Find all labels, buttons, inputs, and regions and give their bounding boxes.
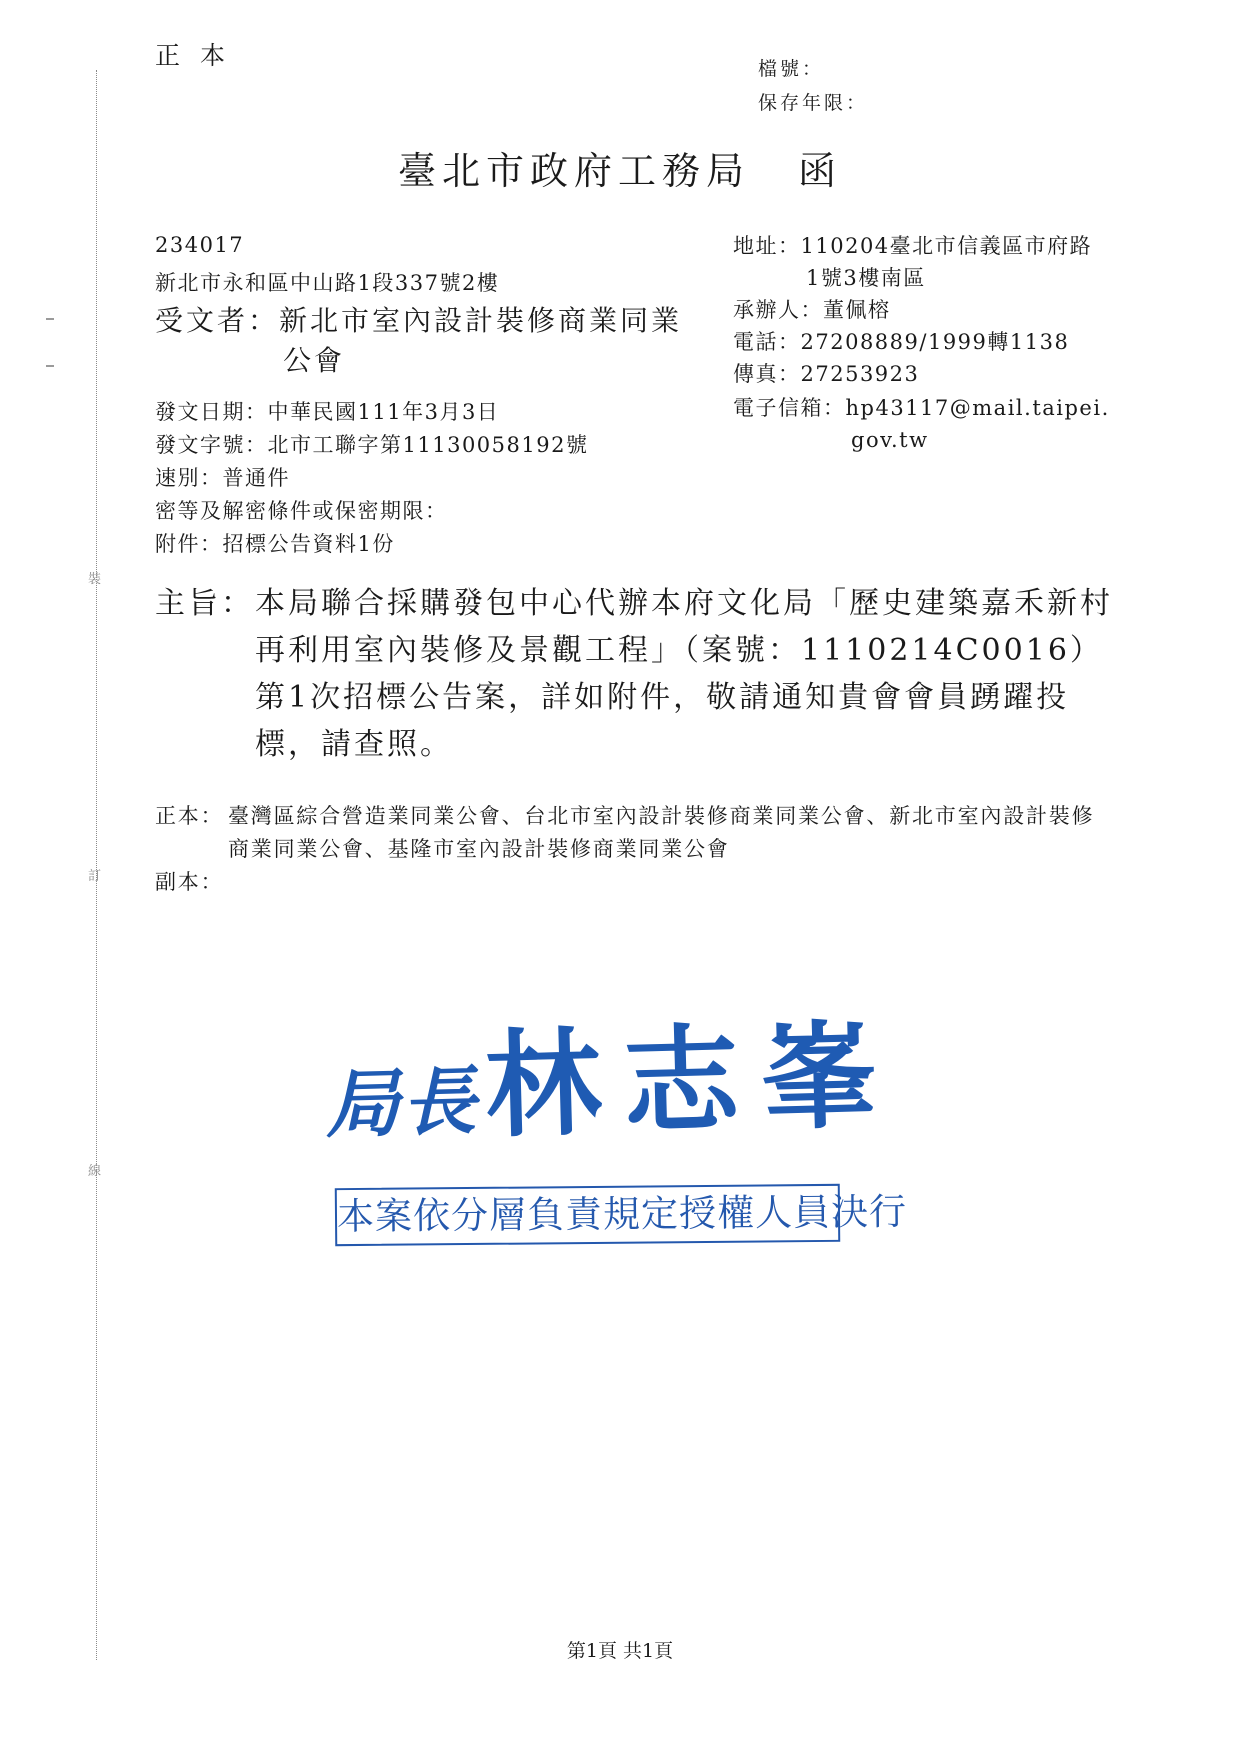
document-number: 發文字號：北市工聯字第11130058192號 bbox=[155, 433, 589, 457]
page-footer: 第1頁 共1頁 bbox=[566, 1640, 674, 1662]
email-line2: gov.tw bbox=[851, 428, 929, 452]
distribution-cc-label: 副本： bbox=[155, 870, 224, 894]
fax: 傳真：27253923 bbox=[733, 362, 920, 386]
email bbox=[733, 392, 1133, 456]
director-signature-seal bbox=[323, 983, 901, 1165]
subject bbox=[155, 580, 1115, 768]
retention-period-label: 保存年限： bbox=[758, 92, 869, 114]
subject-label: 主旨： bbox=[155, 586, 254, 621]
recipient bbox=[155, 301, 715, 381]
distribution-main bbox=[155, 800, 1115, 866]
priority: 速別：普通件 bbox=[155, 466, 290, 490]
seal-name: 林志峯 bbox=[483, 1007, 901, 1155]
copy-label: 正本 bbox=[155, 41, 246, 70]
document-type: 函 bbox=[798, 149, 843, 193]
binding-mark-ding: 訂 bbox=[88, 869, 102, 884]
handler: 承辦人：董佩榕 bbox=[733, 298, 891, 322]
recipient-postal-code: 234017 bbox=[155, 233, 245, 257]
recipient-name-line1: 新北市室內設計裝修商業同業 bbox=[279, 304, 683, 337]
binding-mark-xian: 線 bbox=[88, 1164, 102, 1179]
distribution-main-list: 臺灣區綜合營造業同業公會、台北市室內設計裝修商業同業公會、新北市室內設計裝修商業同業公會、基隆市室內設計裝修商業同業公會 bbox=[228, 804, 1095, 861]
issue-date: 發文日期：中華民國111年3月3日 bbox=[155, 400, 500, 424]
sender-address bbox=[733, 230, 1133, 294]
edge-mark bbox=[46, 365, 54, 367]
agency-name: 臺北市政府工務局 bbox=[397, 149, 750, 193]
sender-address-line2: 1號3樓南區 bbox=[806, 266, 926, 290]
recipient-label: 受文者： bbox=[155, 304, 280, 337]
recipient-address: 新北市永和區中山路1段337號2樓 bbox=[155, 271, 500, 295]
edge-mark bbox=[46, 318, 54, 320]
seal-title: 局長 bbox=[324, 1058, 479, 1149]
document-title bbox=[0, 140, 1240, 195]
authorization-stamp: 本案依分層負責規定授權人員決行 bbox=[335, 1184, 840, 1246]
phone: 電話：27208889/1999轉1138 bbox=[733, 330, 1070, 354]
binding-mark-zhuang: 裝 bbox=[88, 572, 102, 587]
subject-text: 本局聯合採購發包中心代辦本府文化局「歷史建築嘉禾新村再利用室內裝修及景觀工程」（案號：1110214C0016）第1次招標公告案，詳如附件，敬請通知貴會會員踴躍投標，請查照。 bbox=[255, 586, 1113, 762]
file-number-label: 檔號： bbox=[758, 58, 825, 80]
distribution-main-label: 正本： bbox=[155, 804, 224, 828]
recipient-name-line2: 公會 bbox=[283, 344, 346, 377]
sender-address-line1: 地址：110204臺北市信義區市府路 bbox=[733, 234, 1093, 258]
classification: 密等及解密條件或保密期限： bbox=[155, 499, 448, 523]
attachment: 附件：招標公告資料1份 bbox=[155, 532, 395, 556]
email-line1: 電子信箱：hp43117@mail.taipei. bbox=[733, 396, 1110, 420]
